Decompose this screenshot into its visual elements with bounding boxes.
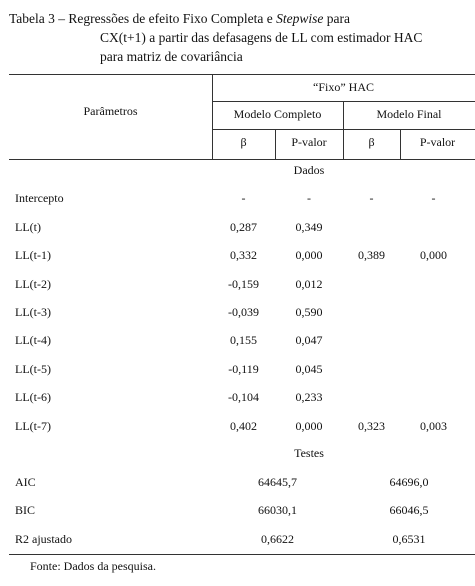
table-caption bbox=[9, 9, 475, 66]
test-final-value: 0,6531 bbox=[392, 532, 426, 546]
pvalue-final-value: 0,000 bbox=[420, 248, 447, 262]
pvalue-full-value: 0,000 bbox=[295, 419, 323, 433]
row-label: LL(t-5) bbox=[15, 362, 51, 376]
row-label: LL(t-7) bbox=[15, 419, 51, 433]
test-label: R2 ajustado bbox=[15, 532, 72, 546]
beta-final-value: - bbox=[369, 191, 374, 205]
pvalue-full-value: 0,233 bbox=[295, 390, 323, 404]
test-full-value: 64645,7 bbox=[258, 475, 297, 489]
model-final-header: Modelo Final bbox=[376, 107, 442, 121]
row-label: LL(t-3) bbox=[15, 305, 51, 319]
header-bottom-rule bbox=[9, 159, 475, 160]
caption-prefix: Tabela 3 – Regressões de efeito Fixo Completa e bbox=[9, 11, 277, 26]
row-label: LL(t-2) bbox=[15, 277, 51, 291]
section-data: Dados bbox=[293, 163, 325, 177]
beta-full-value: 0,402 bbox=[230, 419, 257, 433]
beta-full-value: 0,287 bbox=[230, 220, 257, 234]
source-note: Fonte: Dados da pesquisa. bbox=[30, 559, 156, 573]
pvalue-full-value: 0,349 bbox=[295, 220, 323, 234]
row-label: LL(t) bbox=[15, 220, 41, 234]
beta-full-value: -0,104 bbox=[228, 390, 259, 404]
test-label: BIC bbox=[15, 503, 36, 517]
table-top-rule bbox=[9, 74, 475, 75]
beta-full-value: 0,155 bbox=[230, 333, 257, 347]
beta-full-value: -0,119 bbox=[228, 362, 259, 376]
group-header: “Fixo” HAC bbox=[313, 80, 374, 94]
beta-full-header: β bbox=[240, 135, 247, 149]
beta-full-value: -0,039 bbox=[228, 305, 259, 319]
pvalue-full-value: 0,047 bbox=[295, 333, 323, 347]
pvalue-full-value: 0,590 bbox=[295, 305, 323, 319]
caption-italic: Stepwise bbox=[276, 11, 324, 26]
row-label: LL(t-1) bbox=[15, 248, 51, 262]
row-label: Intercepto bbox=[15, 191, 64, 205]
pvalue-full-value: 0,045 bbox=[295, 362, 323, 376]
test-final-value: 66046,5 bbox=[389, 503, 429, 517]
pvalue-final-header: P-valor bbox=[419, 135, 456, 149]
row-label: LL(t-6) bbox=[15, 390, 51, 404]
section-tests: Testes bbox=[294, 446, 324, 460]
test-full-value: 66030,1 bbox=[258, 503, 297, 517]
beta-final-value: 0,389 bbox=[358, 248, 385, 262]
test-full-value: 0,6622 bbox=[261, 532, 294, 546]
beta-full-value: 0,332 bbox=[230, 248, 257, 262]
params-header: Parâmetros bbox=[83, 104, 138, 118]
beta-full-value: - bbox=[241, 191, 246, 205]
caption-suffix: para bbox=[323, 11, 350, 26]
pvalue-final-value: - bbox=[431, 191, 436, 205]
pvalue-full-value: 0,012 bbox=[295, 277, 323, 291]
test-label: AIC bbox=[15, 475, 36, 489]
beta-final-value: 0,323 bbox=[358, 419, 385, 433]
caption-line-3: para matriz de covariância bbox=[100, 49, 243, 64]
pvalue-full-value: 0,000 bbox=[295, 248, 323, 262]
pvalue-final-value: 0,003 bbox=[420, 419, 447, 433]
pvalue-full-value: - bbox=[307, 191, 311, 205]
table-bottom-rule bbox=[9, 554, 475, 555]
beta-full-value: -0,159 bbox=[228, 277, 259, 291]
beta-final-header: β bbox=[368, 135, 375, 149]
test-final-value: 64696,0 bbox=[389, 475, 429, 489]
row-label: LL(t-4) bbox=[15, 333, 51, 347]
caption-line-1 bbox=[9, 9, 475, 28]
model-full-header: Modelo Completo bbox=[233, 107, 322, 121]
caption-line-2: CX(t+1) a partir das defasagens de LL com estimador HAC bbox=[100, 30, 423, 45]
pvalue-full-header: P-valor bbox=[291, 135, 327, 149]
